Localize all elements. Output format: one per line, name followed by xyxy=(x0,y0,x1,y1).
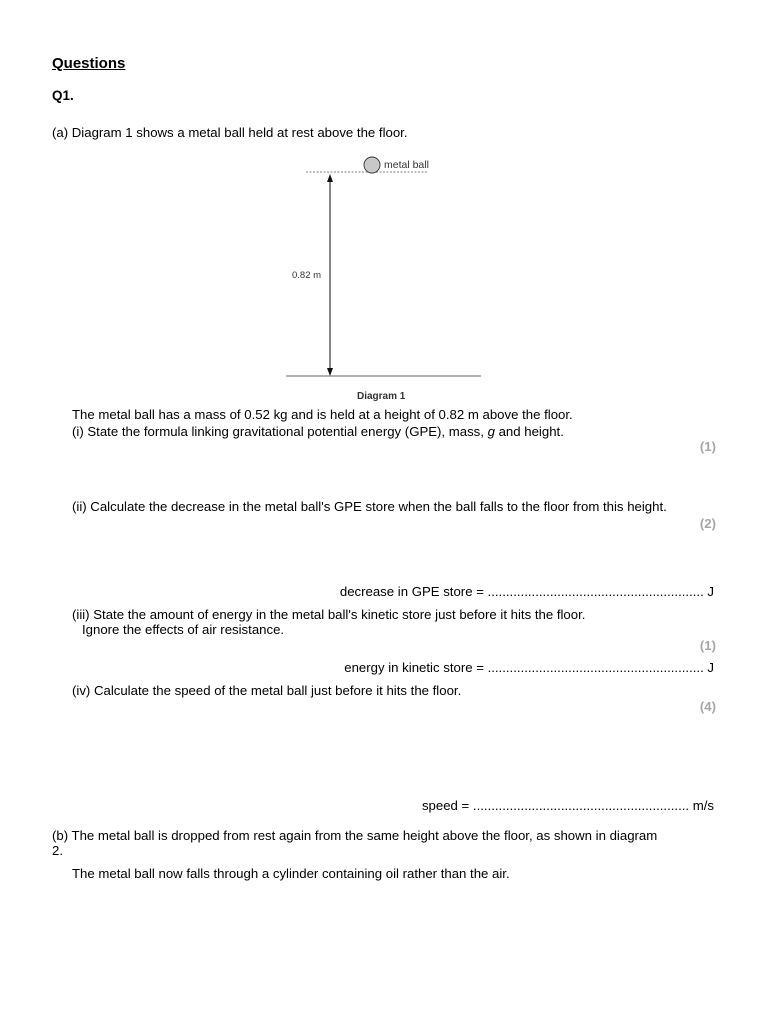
question-i-g: g xyxy=(487,424,495,439)
part-b-line1: (b) The metal ball is dropped from rest again from the same height above the floor, as shown in diagram xyxy=(52,828,658,843)
part-b-line2: 2. xyxy=(52,843,63,858)
question-iv: (iv) Calculate the speed of the metal ball just before it hits the floor. xyxy=(72,683,462,698)
gpe-answer-line[interactable]: decrease in GPE store = ........................................................... J xyxy=(339,584,714,599)
diagram-1 xyxy=(280,150,490,405)
question-iii-marks: (1) xyxy=(699,638,716,653)
part-b-statement: The metal ball now falls through a cylinder containing oil rather than the air. xyxy=(72,866,510,881)
metal-ball-label: metal ball xyxy=(384,159,429,171)
height-arrow-bottom xyxy=(327,368,333,376)
question-i-prefix: (i) State the formula linking gravitational potential energy (GPE), mass, xyxy=(72,424,488,439)
kinetic-answer-line[interactable]: energy in kinetic store = ........................................................... J xyxy=(344,660,714,675)
question-ii: (ii) Calculate the decrease in the metal ball's GPE store when the ball falls to the floor from this height. xyxy=(72,499,667,514)
part-a-intro: (a) Diagram 1 shows a metal ball held at rest above the floor. xyxy=(52,125,408,140)
question-i xyxy=(72,424,564,440)
questions-heading: Questions xyxy=(52,55,126,72)
question-iv-marks: (4) xyxy=(699,699,716,714)
question-iii-line2: Ignore the effects of air resistance. xyxy=(82,622,285,637)
height-label: 0.82 m xyxy=(292,270,322,281)
question-number: Q1. xyxy=(52,88,74,103)
speed-answer-line[interactable]: speed = ........................................................... m/s xyxy=(421,798,714,813)
metal-ball xyxy=(364,157,380,173)
question-iii-line1: (iii) State the amount of energy in the metal ball's kinetic store just before it hits the floor. xyxy=(72,607,586,622)
question-i-suffix: and height. xyxy=(494,424,564,439)
height-arrow-top xyxy=(327,174,333,182)
question-ii-marks: (2) xyxy=(699,516,716,531)
part-a-statement: The metal ball has a mass of 0.52 kg and is held at a height of 0.82 m above the floor. xyxy=(72,407,573,422)
question-i-marks: (1) xyxy=(699,439,716,454)
diagram-caption: Diagram 1 xyxy=(357,391,406,402)
